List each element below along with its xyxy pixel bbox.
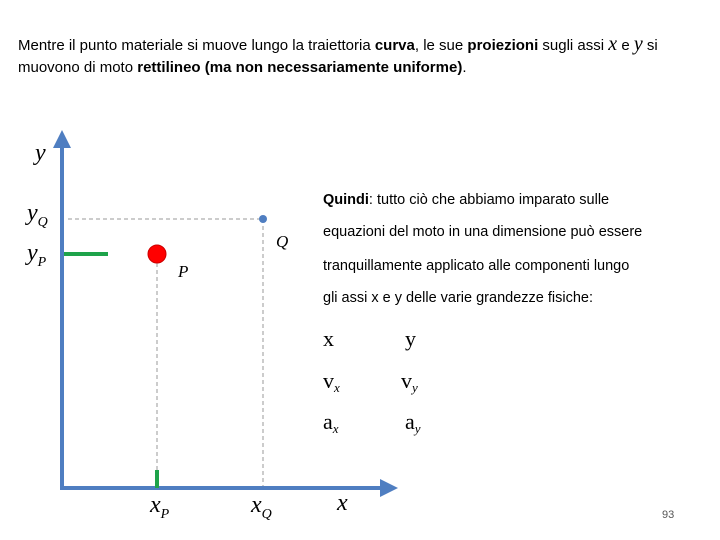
intro-bold-curva: curva xyxy=(374,37,415,54)
intro-var-x: x xyxy=(608,33,618,55)
component-ay-base: a xyxy=(405,409,415,434)
xp-label xyxy=(150,492,169,523)
intro-text-part: Mentre il punto materiale si muove lungo la traiettoria xyxy=(18,37,375,54)
intro-text-part: . xyxy=(462,59,467,76)
component-ay-sub: y xyxy=(414,421,421,436)
xp-label-base: x xyxy=(150,492,161,518)
intro-bold-rettilineo: rettilineo xyxy=(137,59,201,76)
component-ax-sub: x xyxy=(332,421,339,436)
yp-label-sub: P xyxy=(37,254,47,270)
note-line-2: equazioni del moto in una dimensione può essere xyxy=(323,224,643,240)
yq-label-sub: Q xyxy=(37,214,48,230)
xq-label-base: x xyxy=(251,492,262,518)
xq-label xyxy=(251,492,272,523)
component-ay xyxy=(405,409,421,437)
component-ax-base: a xyxy=(323,409,333,434)
y-axis-arrow-icon xyxy=(53,130,71,148)
note-line-4: gli assi x e y delle varie grandezze fisiche: xyxy=(323,290,593,306)
component-vy-sub: y xyxy=(412,380,418,395)
component-vx-sub: x xyxy=(334,380,340,395)
intro-bold-proiezioni: proiezioni xyxy=(467,37,539,54)
intro-text-part: sugli assi xyxy=(538,37,609,54)
intro-text-part: , le sue xyxy=(414,37,468,54)
component-vy-base: v xyxy=(401,368,412,393)
xp-label-sub: P xyxy=(160,506,170,522)
x-axis-label: x xyxy=(337,490,348,516)
note-line-1 xyxy=(323,190,609,210)
note-line-3: tranquillamente applicato alle componenti lungo xyxy=(323,258,630,274)
component-vx-base: v xyxy=(323,368,334,393)
component-vx xyxy=(323,368,340,396)
x-axis-arrow-icon xyxy=(380,479,398,497)
yp-label xyxy=(27,240,46,271)
yp-label-base: y xyxy=(27,240,38,266)
y-axis-label: y xyxy=(35,140,46,166)
yq-label-base: y xyxy=(27,200,38,226)
note-bold-quindi: Quindi xyxy=(323,192,369,208)
point-p xyxy=(148,245,166,263)
intro-text-part: e xyxy=(617,37,634,54)
point-p-label: P xyxy=(178,262,189,281)
component-ax xyxy=(323,409,339,437)
page-number: 93 xyxy=(662,509,675,521)
note-line-1-text: : tutto ciò che abbiamo imparato sulle xyxy=(368,192,610,208)
xq-label-sub: Q xyxy=(261,506,272,522)
point-q xyxy=(259,215,267,223)
intro-bold-uniforme: (ma non necessariamente uniforme) xyxy=(204,59,463,76)
component-x: x xyxy=(323,326,334,351)
yq-label xyxy=(27,200,48,231)
component-y: y xyxy=(405,326,416,351)
component-vy xyxy=(401,368,418,396)
intro-var-y: y xyxy=(633,33,643,55)
intro-text-part: si muovono di moto xyxy=(18,37,658,76)
point-q-label: Q xyxy=(276,232,289,251)
